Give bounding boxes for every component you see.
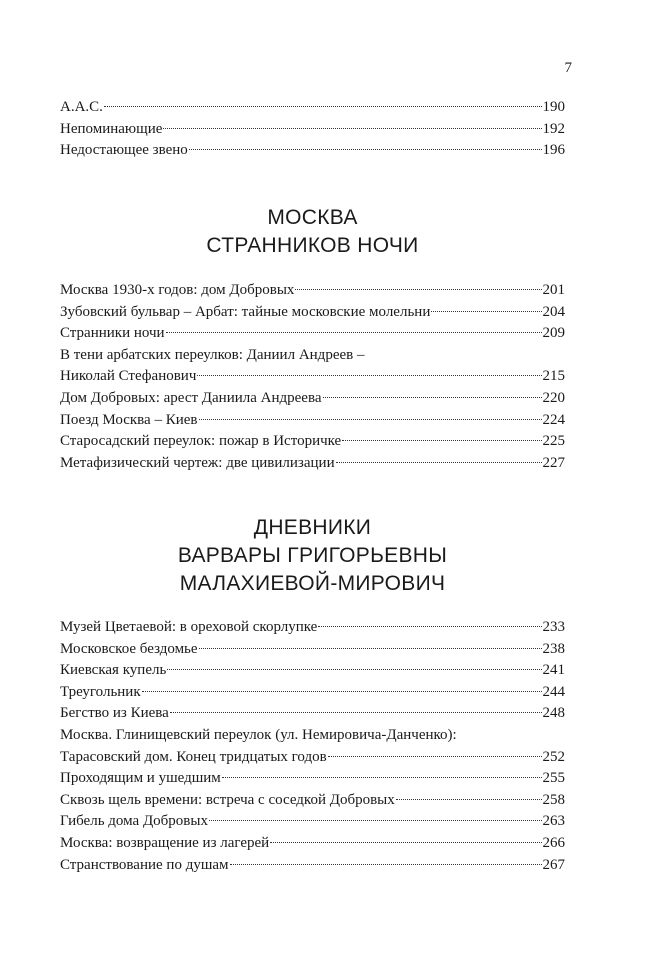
dot-leader xyxy=(104,106,542,107)
toc-entry[interactable] xyxy=(60,302,565,324)
toc-entry-title: Тарасовский дом. Конец тридцатых годов xyxy=(60,748,327,765)
section-heading-line: ВАРВАРЫ ГРИГОРЬЕВНЫ xyxy=(177,544,448,567)
dot-leader xyxy=(209,820,542,821)
toc-entry-title: Треугольник xyxy=(60,683,141,700)
toc-entry-page: 225 xyxy=(542,433,565,450)
toc-entry-title: Недостающее звено xyxy=(60,142,188,159)
toc-entry-title: Киевская купель xyxy=(60,662,167,679)
toc-entry-page: 252 xyxy=(542,748,565,765)
dot-leader xyxy=(142,691,542,692)
toc-entry-page: 215 xyxy=(542,368,565,385)
dot-leader xyxy=(342,440,541,441)
toc-entry-title: Москва 1930-х годов: дом Добровых xyxy=(60,282,295,298)
toc-entry-page: 248 xyxy=(542,705,565,722)
dot-leader xyxy=(328,756,542,757)
toc-entry[interactable] xyxy=(60,682,565,704)
toc-entry-title: Зубовский бульвар – Арбат: тайные московские молельни xyxy=(60,303,431,320)
dot-leader xyxy=(295,289,541,290)
dot-leader xyxy=(336,462,542,463)
toc-entry-page: 255 xyxy=(542,770,565,787)
toc-entry-title: Московское бездомье xyxy=(60,640,198,657)
toc-entry[interactable] xyxy=(60,855,565,877)
dot-leader xyxy=(167,669,541,670)
toc-entry-page: 220 xyxy=(542,389,565,406)
toc-entry-page: 204 xyxy=(542,303,565,320)
toc-entry[interactable] xyxy=(60,747,565,769)
toc-entry[interactable] xyxy=(60,119,565,141)
dot-leader xyxy=(431,311,541,312)
toc-entry-page: 263 xyxy=(542,813,565,830)
toc-block-section1 xyxy=(60,280,565,474)
toc-entry[interactable] xyxy=(60,280,565,302)
dot-leader xyxy=(170,712,542,713)
toc-entry-title: Поезд Москва – Киев xyxy=(60,411,198,428)
toc-entry[interactable] xyxy=(60,660,565,682)
toc-entry-page: 266 xyxy=(542,834,565,851)
dot-leader xyxy=(222,777,542,778)
toc-entry-title: Музей Цветаевой: в ореховой скорлупке xyxy=(60,619,318,635)
section-heading-line: СТРАННИКОВ НОЧИ xyxy=(206,234,419,257)
dot-leader xyxy=(396,799,542,800)
toc-entry-page: 227 xyxy=(542,454,565,471)
toc-entry-title: Непоминающие xyxy=(60,120,163,137)
dot-leader xyxy=(323,397,542,398)
toc-entry[interactable] xyxy=(60,833,565,855)
dot-leader xyxy=(270,842,541,843)
toc-entry-page: 196 xyxy=(542,142,565,159)
toc-entry[interactable] xyxy=(60,703,565,725)
toc-entry[interactable] xyxy=(60,431,565,453)
toc-block-top xyxy=(60,97,565,162)
dot-leader xyxy=(189,149,542,150)
toc-entry-continued[interactable]: В тени арбатских переулков: Даниил Андреев – xyxy=(60,346,365,363)
toc-entry-title: Проходящим и ушедшим xyxy=(60,770,221,787)
toc-entry-page: 201 xyxy=(542,282,565,298)
dot-leader xyxy=(199,419,542,420)
toc-entry[interactable] xyxy=(60,790,565,812)
toc-entry[interactable] xyxy=(60,388,565,410)
toc-entry[interactable] xyxy=(60,140,565,162)
toc-entry-page: 258 xyxy=(542,791,565,808)
toc-entry-title: Москва: возвращение из лагерей xyxy=(60,834,270,851)
toc-entry-title: Николай Стефанович xyxy=(60,368,197,385)
toc-entry-page: 238 xyxy=(542,640,565,657)
toc-entry-title: Сквозь щель времени: встреча с соседкой Добровых xyxy=(60,791,395,808)
toc-entry[interactable] xyxy=(60,410,565,432)
toc-entry-page: 209 xyxy=(542,325,565,342)
dot-leader xyxy=(318,626,541,627)
dot-leader xyxy=(199,648,542,649)
toc-entry-page: 224 xyxy=(542,411,565,428)
section-heading-line: МАЛАХИЕВОЙ-МИРОВИЧ xyxy=(179,572,446,595)
dot-leader xyxy=(197,375,541,376)
toc-entry-title: Старосадский переулок: пожар в Историчке xyxy=(60,433,342,450)
section-heading-line: ДНЕВНИКИ xyxy=(253,516,372,539)
toc-entry-title: Странствование по душам xyxy=(60,856,229,873)
toc-entry[interactable] xyxy=(60,366,565,388)
section-heading-diaries xyxy=(60,514,565,598)
toc-entry-page: 190 xyxy=(542,99,565,115)
toc-entry-title: Странники ночи xyxy=(60,325,165,342)
toc-entry[interactable] xyxy=(60,97,565,119)
toc-entry-continued[interactable]: Москва. Глинищевский переулок (ул. Немировича-Данченко): xyxy=(60,726,457,743)
toc-block-section2 xyxy=(60,617,565,876)
toc-entry-title: Дом Добровых: арест Даниила Андреева xyxy=(60,389,322,406)
dot-leader xyxy=(166,332,542,333)
toc-entry-page: 244 xyxy=(542,683,565,700)
toc-entry-page: 233 xyxy=(542,619,565,635)
toc-entry[interactable] xyxy=(60,453,565,475)
toc-entry[interactable] xyxy=(60,768,565,790)
toc-entry[interactable] xyxy=(60,617,565,639)
toc-entry-page: 241 xyxy=(542,662,565,679)
toc-entry[interactable] xyxy=(60,811,565,833)
toc-entry-title: Бегство из Киева xyxy=(60,705,169,722)
toc-entry-title: А.А.С. xyxy=(60,99,103,115)
toc-entry[interactable] xyxy=(60,639,565,661)
page-number: 7 xyxy=(564,60,572,76)
section-heading-moscow xyxy=(60,204,565,260)
toc-entry-page: 267 xyxy=(542,856,565,873)
section-heading-line: МОСКВА xyxy=(267,206,358,229)
toc-entry[interactable] xyxy=(60,323,565,345)
dot-leader xyxy=(230,864,542,865)
toc-entry-page: 192 xyxy=(542,120,565,137)
toc-entry-title: Гибель дома Добровых xyxy=(60,813,208,830)
dot-leader xyxy=(163,128,541,129)
toc-entry-title: Метафизический чертеж: две цивилизации xyxy=(60,454,335,471)
